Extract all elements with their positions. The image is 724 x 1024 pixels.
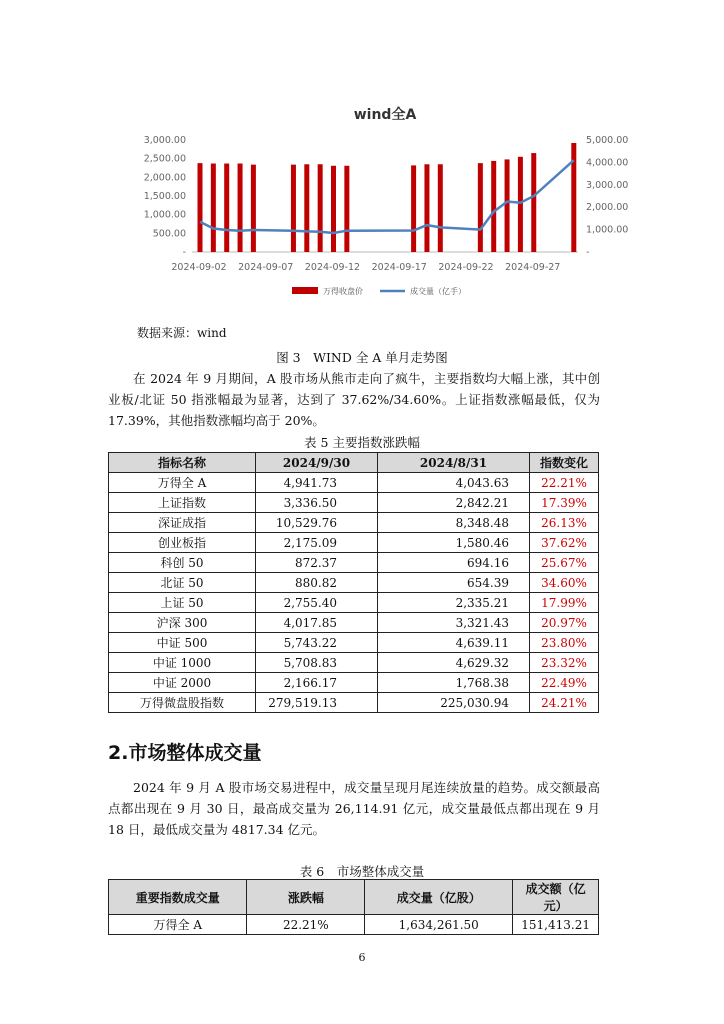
y-left-tick-label: -	[182, 247, 186, 258]
table-cell: 2,842.21	[378, 493, 530, 513]
table-cell: 25.67%	[530, 553, 599, 573]
table-cell: 中证 500	[109, 633, 256, 653]
table-cell: 17.99%	[530, 593, 599, 613]
paragraph-index-performance: 在 2024 年 9 月期间，A 股市场从熊市走向了疯牛，主要指数均大幅上涨，其中创业板/北证 50 指涨幅最为显著，达到了 37.62%/34.60%。上证指数涨幅最低，仅为 17.39%，其他指数涨幅均高于 20%。	[108, 371, 600, 428]
close-price-bar	[238, 164, 243, 252]
y-left-tick-label: 2,000.00	[143, 172, 186, 184]
table-cell: 22.49%	[530, 673, 599, 693]
close-price-bar	[344, 166, 349, 252]
table-cell: 34.60%	[530, 573, 599, 593]
table-row	[109, 693, 599, 713]
col-header: 成交额（亿元）	[513, 880, 599, 915]
close-price-bar	[291, 165, 296, 252]
table-cell: 4,941.73	[256, 473, 378, 493]
table-cell: 1,768.38	[378, 673, 530, 693]
close-price-bar	[198, 163, 203, 252]
close-price-bar	[518, 157, 523, 252]
table-row	[109, 493, 599, 513]
table-cell: 22.21%	[247, 915, 365, 935]
table-cell: 北证 50	[109, 573, 256, 593]
table-row	[109, 653, 599, 673]
table-cell: 万得微盘股指数	[109, 693, 256, 713]
x-axis	[171, 262, 560, 273]
table-cell: 沪深 300	[109, 613, 256, 633]
table-header-row	[109, 880, 599, 915]
table-cell: 5,708.83	[256, 653, 378, 673]
index-change-table	[108, 452, 599, 713]
table-cell: 20.97%	[530, 613, 599, 633]
y-right-tick-label: -	[586, 247, 590, 258]
wind-a-chart	[130, 95, 640, 310]
table-row	[109, 573, 599, 593]
legend-label-close: 万得收盘价	[323, 287, 363, 296]
table-cell: 654.39	[378, 573, 530, 593]
close-price-bar	[424, 164, 429, 252]
y-left-axis	[144, 135, 186, 258]
section-title: 2.市场整体成交量	[108, 742, 262, 764]
close-price-bar	[505, 159, 510, 252]
table-cell: 4,629.32	[378, 653, 530, 673]
close-price-bar	[304, 164, 309, 252]
table-cell: 279,519.13	[256, 693, 378, 713]
table-row	[109, 633, 599, 653]
table-cell: 4,639.11	[378, 633, 530, 653]
table-row	[109, 553, 599, 573]
table-cell: 24.21%	[530, 693, 599, 713]
col-header: 2024/8/31	[378, 453, 530, 473]
legend-label-volume: 成交量（亿手）	[410, 287, 466, 296]
chart-legend	[292, 286, 466, 296]
table-cell: 3,321.43	[378, 613, 530, 633]
table-cell: 2,175.09	[256, 533, 378, 553]
table-cell: 22.21%	[530, 473, 599, 493]
x-tick-label: 2024-09-02	[171, 262, 227, 273]
y-left-tick-label: 1,000.00	[143, 209, 186, 221]
y-right-tick-label: 2,000.00	[586, 202, 629, 214]
table-cell: 225,030.94	[378, 693, 530, 713]
market-volume-table	[108, 879, 599, 935]
table-cell: 4,043.63	[378, 473, 530, 493]
close-price-bar	[531, 153, 536, 252]
table-cell: 8,348.48	[378, 513, 530, 533]
y-left-tick-label: 3,000.00	[143, 135, 186, 146]
data-source-note: 数据来源：wind	[137, 326, 227, 340]
close-price-bar	[438, 164, 443, 252]
table-cell: 中证 2000	[109, 673, 256, 693]
x-tick-label: 2024-09-12	[304, 262, 361, 273]
x-tick-label: 2024-09-17	[371, 262, 427, 273]
col-header: 2024/9/30	[256, 453, 378, 473]
table5-caption: 表 5 主要指数涨跌幅	[304, 435, 420, 450]
table-cell: 中证 1000	[109, 653, 256, 673]
table-cell: 2,335.21	[378, 593, 530, 613]
col-header: 成交量（亿股）	[365, 880, 513, 915]
close-price-bar	[331, 166, 336, 252]
table-row	[109, 533, 599, 553]
x-tick-label: 2024-09-27	[505, 262, 561, 273]
table-cell: 23.32%	[530, 653, 599, 673]
close-price-bar	[571, 143, 576, 252]
close-price-bar	[251, 165, 256, 252]
x-tick-label: 2024-09-07	[238, 262, 294, 273]
table-cell: 2,166.17	[256, 673, 378, 693]
col-header: 指数变化	[530, 453, 599, 473]
close-price-bar	[224, 164, 229, 252]
table-row	[109, 673, 599, 693]
y-right-tick-label: 1,000.00	[586, 224, 629, 236]
close-price-bar	[491, 161, 496, 252]
close-price-bars	[198, 143, 577, 252]
paragraph-market-volume: 2024 年 9 月 A 股市场交易进程中，成交量呈现月尾连续放量的趋势。成交额最高点都出现在 9 月 30 日，最高成交量为 26,114.91 亿元，成交量最低点都出现在 9 月 18 日，最低成交量为 4817.34 亿元。	[108, 780, 600, 837]
table-cell: 2,755.40	[256, 593, 378, 613]
table-row	[109, 915, 599, 935]
page-number: 6	[358, 951, 366, 964]
table-cell: 5,743.22	[256, 633, 378, 653]
table-cell: 创业板指	[109, 533, 256, 553]
table-cell: 4,017.85	[256, 613, 378, 633]
figure-caption: 图 3 WIND 全 A 单月走势图	[276, 350, 448, 365]
table-cell: 1,580.46	[378, 533, 530, 553]
close-price-bar	[211, 164, 216, 252]
close-price-bar	[318, 164, 323, 252]
y-right-tick-label: 4,000.00	[586, 157, 629, 169]
y-right-tick-label: 3,000.00	[586, 179, 629, 191]
table-cell: 10,529.76	[256, 513, 378, 533]
table-row	[109, 473, 599, 493]
table-cell: 深证成指	[109, 513, 256, 533]
table-cell: 23.80%	[530, 633, 599, 653]
legend-swatch-close	[292, 287, 318, 294]
table-cell: 万得全 A	[109, 915, 247, 935]
table-cell: 37.62%	[530, 533, 599, 553]
table-header-row	[109, 453, 599, 473]
table-cell: 1,634,261.50	[365, 915, 513, 935]
table-cell: 3,336.50	[256, 493, 378, 513]
y-right-tick-label: 5,000.00	[586, 135, 629, 146]
table-row	[109, 593, 599, 613]
close-price-bar	[478, 163, 483, 252]
table-cell: 上证指数	[109, 493, 256, 513]
y-left-tick-label: 1,500.00	[143, 191, 186, 202]
table-cell: 上证 50	[109, 593, 256, 613]
y-left-tick-label: 500.00	[152, 228, 186, 240]
table-cell: 科创 50	[109, 553, 256, 573]
col-header: 指标名称	[109, 453, 256, 473]
table-row	[109, 513, 599, 533]
table-cell: 872.37	[256, 553, 378, 573]
col-header: 涨跌幅	[247, 880, 365, 915]
y-left-tick-label: 2,500.00	[143, 153, 186, 165]
volume-line	[200, 160, 574, 233]
table6-caption: 表 6 市场整体成交量	[299, 864, 425, 879]
close-price-bar	[411, 165, 416, 252]
table-row	[109, 613, 599, 633]
table-cell: 17.39%	[530, 493, 599, 513]
col-header: 重要指数成交量	[109, 880, 247, 915]
table-cell: 151,413.21	[513, 915, 599, 935]
x-tick-label: 2024-09-22	[438, 262, 494, 273]
table-cell: 694.16	[378, 553, 530, 573]
table-cell: 26.13%	[530, 513, 599, 533]
table-cell: 880.82	[256, 573, 378, 593]
chart-title: wind全A	[353, 107, 417, 123]
y-right-axis	[586, 135, 628, 258]
table-cell: 万得全 A	[109, 473, 256, 493]
